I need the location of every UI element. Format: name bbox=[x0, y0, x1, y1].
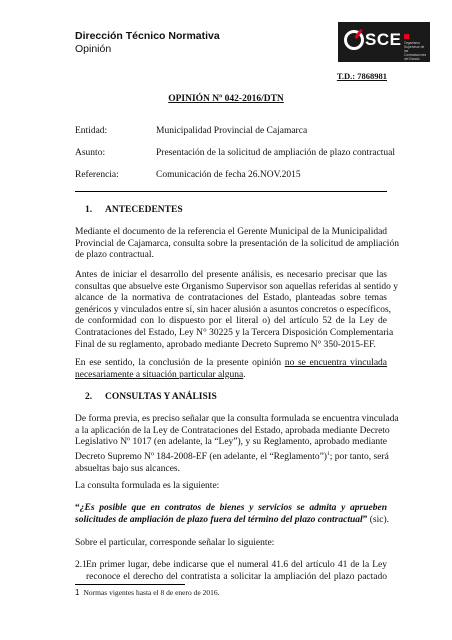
entidad-value: Municipalidad Provincial de Cajamarca bbox=[156, 126, 308, 136]
referencia-label: Referencia: bbox=[75, 170, 119, 180]
text-line: Sobre el particular, corresponde señalar lo siguiente: bbox=[75, 538, 275, 548]
text-line: Final de su reglamento, aprobado mediante Decreto Supremo N° 350-2015-EF. bbox=[75, 339, 376, 350]
text-line: de plazo contractual. bbox=[75, 250, 154, 261]
asunto-value: Presentación de la solicitud de ampliación de plazo contractual bbox=[156, 148, 395, 158]
text-fragment: En ese sentido, la conclusión de la presente opinión bbox=[75, 358, 282, 368]
paragraph-consultas-2 bbox=[75, 481, 387, 493]
divider bbox=[75, 191, 387, 192]
section-consultas bbox=[75, 392, 217, 402]
text-fragment: . bbox=[243, 369, 246, 380]
quote-mark: “ bbox=[75, 503, 80, 513]
text-line: Antes de iniciar el desarrollo del presente análisis, es necesario precisar que las bbox=[75, 270, 387, 280]
underlined-text: no se encuentra vinculada bbox=[284, 358, 387, 368]
paragraph-consultas-3 bbox=[75, 538, 387, 550]
text-line: La consulta formulada es la siguiente: bbox=[75, 481, 220, 491]
footnote bbox=[75, 588, 219, 597]
paragraph-antecedentes-2 bbox=[75, 270, 399, 351]
paragraph-antecedentes-3 bbox=[75, 358, 387, 381]
question-text: ¿Es posible que en contratos de bienes y servicios se admita y aprueben bbox=[79, 503, 387, 513]
text-line bbox=[75, 514, 390, 527]
section-title: ANTECEDENTES bbox=[105, 205, 183, 215]
meta-asunto bbox=[75, 148, 395, 158]
item-number: 2.1 bbox=[75, 560, 87, 570]
meta-entidad bbox=[75, 126, 308, 136]
text-line: reconoce el derecho del contratista a solicitar la ampliación del plazo pactado bbox=[86, 571, 387, 582]
text-line: absueltas bajo sus alcances. bbox=[75, 463, 180, 474]
text-line: Legislativo Nº 1017 (en adelante, la “Ley”), y su Reglamento, aprobado mediante bbox=[75, 437, 387, 448]
text-line: de conformidad con lo dispuesto por el literal o) del artículo 52 de la Ley de bbox=[75, 316, 387, 327]
text-line bbox=[75, 370, 387, 382]
referencia-value: Comunicación de fecha 26.NOV.2015 bbox=[156, 170, 301, 180]
text-fragment: ; por tanto, será bbox=[329, 451, 389, 462]
question-text: solicitudes de ampliación de plazo fuera del término del plazo contractual bbox=[75, 514, 363, 525]
text-fragment: (sic). bbox=[367, 514, 390, 525]
text-line: De forma previa, es preciso señalar que la consulta formulada se encuentra vinculada bbox=[75, 414, 399, 424]
tramite-number: T.D.: 7868981 bbox=[336, 71, 387, 81]
footnote-number: 1 bbox=[75, 588, 80, 597]
paragraph-consultas-1 bbox=[75, 414, 399, 475]
text-line: consultas que absuelve este Organismo Supervisor son aquellas referidas al sentido y bbox=[75, 281, 399, 292]
text-line: Contrataciones del Estado, Ley N° 30225 y la Tercera Disposición Complementaria bbox=[75, 327, 394, 338]
section-number: 1. bbox=[85, 205, 93, 215]
osce-logo bbox=[338, 22, 430, 62]
logo-red-square-icon bbox=[404, 34, 409, 39]
text-line: Mediante el documento de la referencia el Gerente Municipal de la Municipalidad bbox=[75, 227, 388, 237]
logo-org-text: Organismo Supervisor de las Contrataciones del Estado bbox=[404, 41, 427, 61]
text-line: a la aplicación de la Ley de Contrataciones del Estado, aprobada mediante Decreto bbox=[75, 425, 390, 436]
text-line bbox=[75, 358, 387, 370]
quote-mark: ” bbox=[362, 514, 368, 525]
footnote-ref: 1 bbox=[326, 450, 330, 457]
text-line: alcance de la normativa de contrataciones del Estado, planteadas sobre temas bbox=[75, 293, 387, 304]
section-title: CONSULTAS Y ANÁLISIS bbox=[105, 392, 217, 402]
footnote-text: Normas vigentes hasta el 8 de enero de 2016. bbox=[83, 588, 220, 597]
text-fragment: Decreto Supremo Nº 184-2008-EF (en adelante, el “Reglamento”) bbox=[75, 451, 327, 462]
quoted-question bbox=[75, 503, 390, 526]
text-line: Provincial de Cajamarca, consulta sobre la presentación de la solicitud de ampliación bbox=[75, 238, 399, 249]
paragraph-antecedentes-1 bbox=[75, 227, 399, 262]
text-line: genéricos y vinculados entre sí, sin hacer alusión a asuntos concretos o específicos, bbox=[75, 304, 392, 315]
section-number: 2. bbox=[85, 392, 93, 402]
section-antecedentes bbox=[75, 205, 183, 215]
text-line: En primer lugar, debe indicarse que el numeral 41.6 del artículo 41 de la Ley bbox=[86, 560, 387, 570]
logo-o-icon bbox=[344, 30, 364, 50]
underlined-text: necesariamente a situación particular alguna bbox=[75, 369, 244, 380]
opinion-title: OPINIÓN Nº 042-2016/DTN bbox=[168, 94, 284, 104]
text-line bbox=[75, 449, 387, 464]
item-text bbox=[86, 560, 387, 583]
footnote-divider bbox=[75, 584, 185, 585]
asunto-label: Asunto: bbox=[75, 148, 106, 158]
text-line bbox=[75, 503, 387, 515]
entidad-label: Entidad: bbox=[75, 126, 108, 136]
header-title: Dirección Técnico Normativa bbox=[75, 30, 220, 42]
header-subtitle: Opinión bbox=[75, 43, 112, 55]
meta-referencia bbox=[75, 170, 301, 180]
logo-text: SCE bbox=[365, 30, 402, 49]
